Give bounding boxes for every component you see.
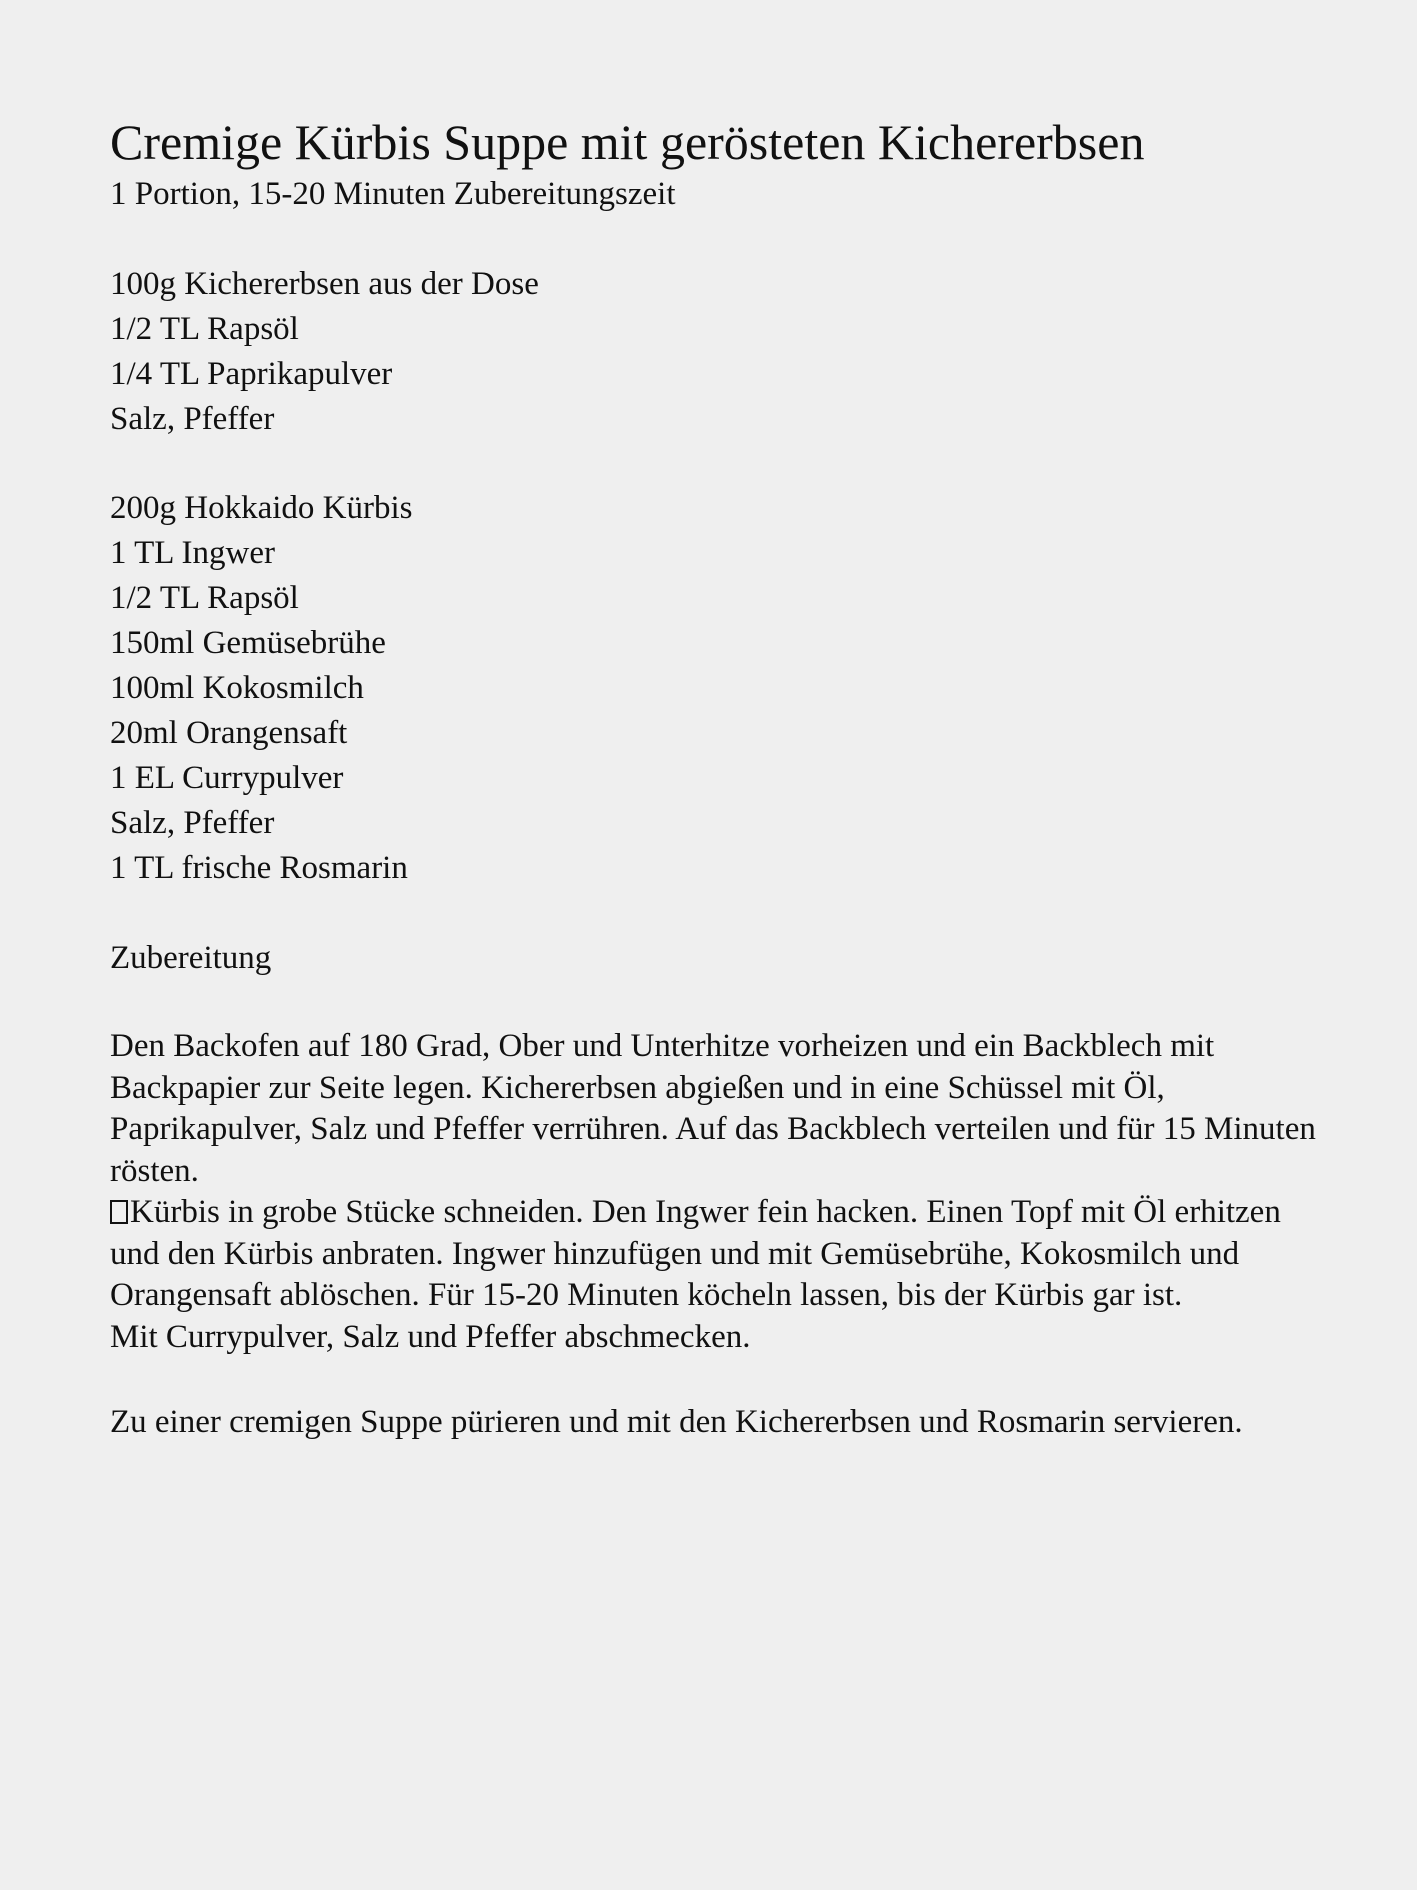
preparation-steps [110, 1026, 1320, 1358]
step-text: Kürbis in grobe Stücke schneiden. Den Ingwer fein hacken. Einen Topf mit Öl erhitzen und den Kürbis anbraten. Ingwer hinzufügen und mit Gemüsebrühe, Kokosmilch und Orangensaft ablöschen. Für 15-20 Minuten köcheln lassen, bis der Kürbis gar ist. [110, 1194, 1281, 1313]
ingredient-list-chickpeas [110, 262, 1330, 442]
ingredient-item: 1 TL Ingwer [110, 535, 275, 571]
ingredient-item: 20ml Orangensaft [110, 715, 348, 751]
ingredient-item: 100g Kichererbsen aus der Dose [110, 266, 539, 302]
ingredient-item: Salz, Pfeffer [110, 805, 275, 841]
step-paragraph: Den Backofen auf 180 Grad, Ober und Unterhitze vorheizen und ein Backblech mit Backpapier zur Seite legen. Kichererbsen abgießen und in eine Schüssel mit Öl, Paprikapulver, Salz und Pfeffer verrühren. Auf das Backblech verteilen und für 15 Minuten rösten. [110, 1028, 1316, 1189]
ingredient-item: 200g Hokkaido Kürbis [110, 490, 413, 526]
ingredient-item: 1 EL Currypulver [110, 760, 344, 796]
ingredient-item: 1/4 TL Paprikapulver [110, 356, 393, 392]
recipe-title: Cremige Kürbis Suppe mit gerösteten Kichererbsen [110, 114, 1145, 170]
recipe-document [110, 112, 1330, 1477]
ingredient-list-soup [110, 486, 1330, 891]
ingredient-item: 150ml Gemüsebrühe [110, 625, 386, 661]
missing-glyph-icon [110, 1200, 128, 1224]
ingredient-item: Salz, Pfeffer [110, 401, 275, 437]
recipe-meta: 1 Portion, 15-20 Minuten Zubereitungszeit [110, 176, 676, 212]
ingredient-item: 1/2 TL Rapsöl [110, 311, 299, 347]
preparation-heading: Zubereitung [110, 940, 272, 976]
step-paragraph [110, 1192, 1320, 1317]
ingredient-item: 1 TL frische Rosmarin [110, 850, 408, 886]
ingredient-item: 100ml Kokosmilch [110, 670, 364, 706]
step-paragraph: Mit Currypulver, Salz und Pfeffer abschmecken. [110, 1318, 751, 1355]
ingredient-item: 1/2 TL Rapsöl [110, 580, 299, 616]
closing-paragraph: Zu einer cremigen Suppe pürieren und mit den Kichererbsen und Rosmarin servieren. [110, 1404, 1243, 1440]
